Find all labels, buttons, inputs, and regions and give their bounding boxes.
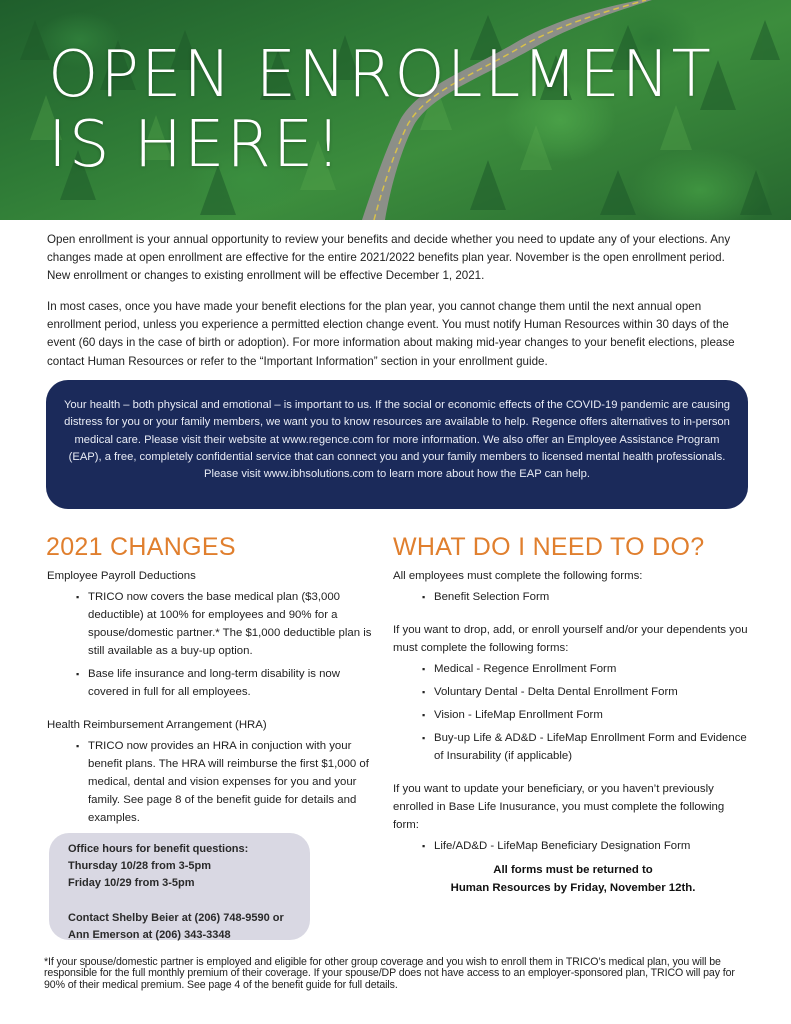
office-hours-title: Office hours for benefit questions: [68,843,249,855]
all-employees-list [393,588,753,606]
beneficiary-list [393,837,753,855]
contact-line-2: Ann Emerson at (206) 343-3348 [68,928,231,941]
list-item: ▪ Life/AD&D - LifeMap Beneficiary Designation Form [434,837,753,855]
hra-list [47,737,377,827]
covid-info-text: Your health – both physical and emotional – is important to us. If the social or economic effects of the COVID-19 pandemic are causing distress for you or your family members, we want you to know resources are available to help. Regence offers alternatives to in-person medical care. Please visit their website at www.regence.com for more information. We also offer an Employee Assistance Program (EAP), a free, completely confidential service that can connect you and your family members to licensed mental health professionals. Please visit www.ibhsolutions.com to learn more about how the EAP can help. [63,399,731,481]
deadline-line-1: All forms must be returned to [493,864,653,876]
deadline-notice [393,861,753,897]
dependents-intro: If you want to drop, add, or enroll yourself and/or your dependents you must complete the following forms: [393,624,748,654]
hero-banner [0,0,791,220]
list-item: ▪ Base life insurance and long-term disability is now covered in full for all employees. [88,665,377,701]
list-item: ▪ TRICO now covers the base medical plan ($3,000 deductible) at 100% for employees and 90% for a spouse/domestic partner.* The $1,000 deductible plan is still available as a buy-up option. [88,588,377,660]
office-hours-box [49,833,310,940]
list-item: ▪ TRICO now provides an HRA in conjuction with your benefit plans. The HRA will reimburse the first $1,000 of medical, dental and vision expenses for you and your family. See page 8 of the benefit guide for details and examples. [88,737,377,827]
todo-heading: WHAT DO I NEED TO DO? [393,533,705,561]
footnote: *If your spouse/domestic partner is employed and eligible for other group coverage and you wish to enroll them in TRICO’s medical plan, you will be responsible for the full monthly premium of their coverage. If your spouse/DP does not have access to an employer-sponsored plan, TRICO will pay for 90% of their medical premium. See page 4 of the benefit guide for full details. [44,956,735,991]
hra-subheading: Health Reimbursement Arrangement (HRA) [47,719,267,731]
list-item: ▪ Vision - LifeMap Enrollment Form [434,706,753,724]
intro-paragraph-2: In most cases, once you have made your benefit elections for the plan year, you cannot change them until the next annual open enrollment period, unless you experience a permitted election change event. You must notify Human Resources within 30 days of the event (60 days in the case of birth or adoption). For more information about making mid-year changes to your benefit elections, please contact Human Resources or refer to the “Important Information” section in your enrollment guide. [47,300,735,368]
office-hours-friday: Friday 10/29 from 3-5pm [68,877,195,890]
list-item: ▪ Buy-up Life & AD&D - LifeMap Enrollment Form and Evidence of Insurability (if applicable) [434,729,753,765]
todo-section [393,567,753,860]
office-hours-thursday: Thursday 10/28 from 3-5pm [68,860,212,873]
deadline-line-2: Human Resources by Friday, November 12th. [450,882,696,894]
title-line-1: OPEN ENROLLMENT [48,38,713,112]
changes-section [47,567,377,832]
dependents-list [393,660,753,765]
payroll-list [47,588,377,701]
all-employees-intro: All employees must complete the following forms: [393,570,643,582]
contact-line-1: Contact Shelby Beier at (206) 748-9590 or [68,911,284,924]
beneficiary-intro: If you want to update your beneficiary, or you haven’t previously enrolled in Base Life Inusurance, you must complete the following form: [393,783,725,831]
list-item: ▪ Medical - Regence Enrollment Form [434,660,753,678]
covid-info-box [46,380,748,509]
intro-paragraph-1: Open enrollment is your annual opportunity to review your benefits and decide whether you need to update any of your elections. Any changes made at open enrollment are effective for the entire 2021/2022 benefits plan year. November is the open enrollment period. New enrollment or changes to existing enrollment will be effective December 1, 2021. [47,233,731,283]
list-item: ▪ Benefit Selection Form [434,588,753,606]
changes-heading: 2021 CHANGES [46,533,236,561]
title-line-2: IS HERE! [48,108,343,182]
list-item: ▪ Voluntary Dental - Delta Dental Enrollment Form [434,683,753,701]
page-title [48,40,713,180]
payroll-subheading: Employee Payroll Deductions [47,570,196,582]
